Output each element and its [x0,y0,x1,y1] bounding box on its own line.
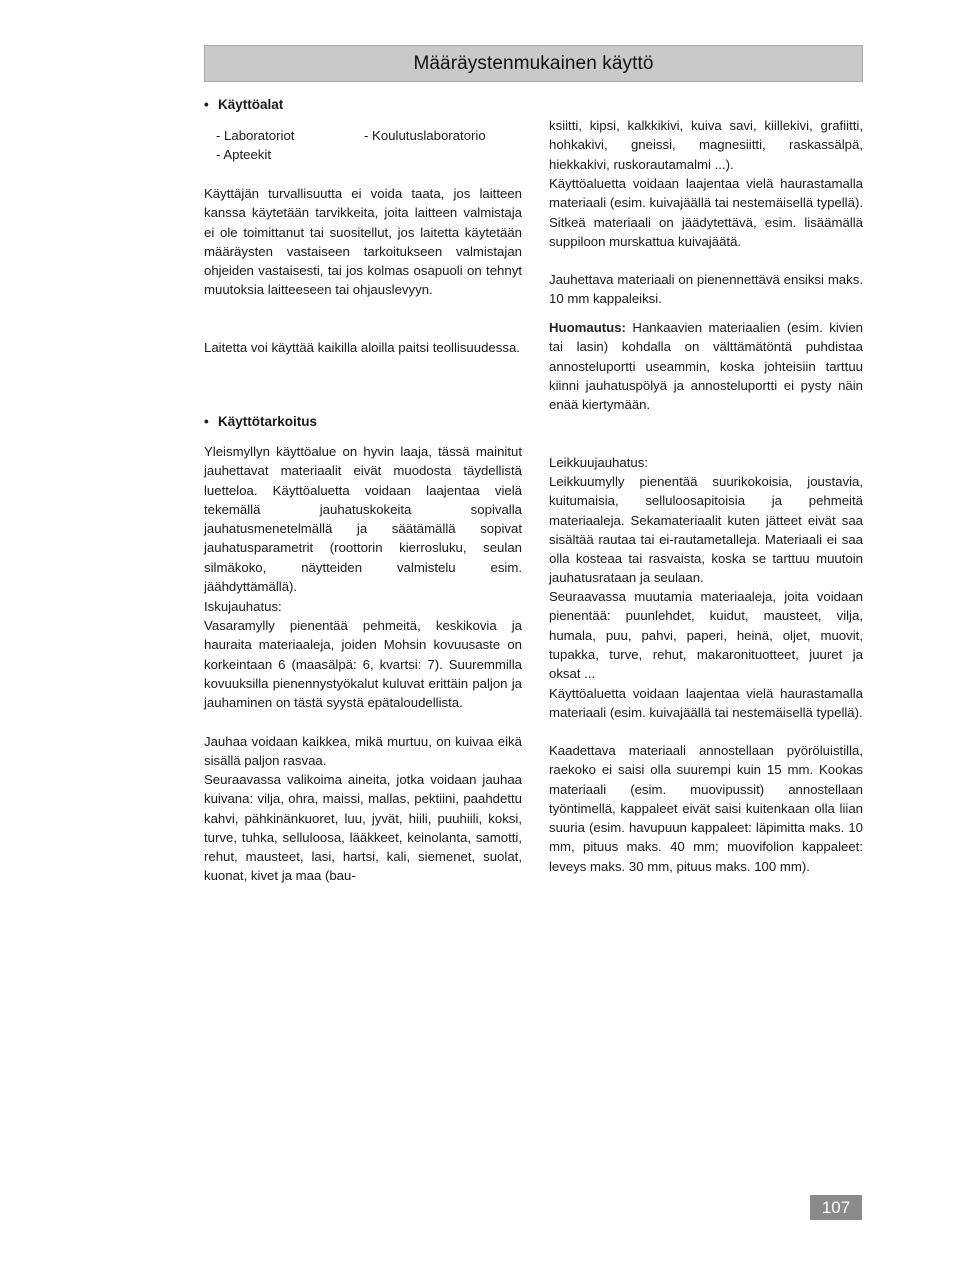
list-item: - Laboratoriot [216,128,295,143]
paragraph: Seuraavassa muutamia materiaaleja, joita voidaan pienentää: puunlehdet, kuidut, mausteet, vilja, humala, puu, pahvi, paperi, heinä, oljet, muovit, tupakka, turve, rehut, makaronituotteet, juuret ja oksat ... [549,589,863,682]
paragraph: Vasaramylly pienentää pehmeitä, keskikovia ja hauraita materiaaleja, joiden Mohsin kovuusaste on korkeintaan 6 (maasälpä: 6, kvartsi: 7). Suuremmilla kovuuksilla pienennystyökalut kuluvat erittäin paljon ja jauhaminen on tästä syystä epätaloudellista. [204,618,522,711]
subheading-iskujauhatus: Iskujauhatus: [204,599,282,614]
bullet-icon: • [204,414,209,429]
paragraph: Leikkuumylly pienentää suurikokoisia, joustavia, kuitumaisia, selluloosapitoisia ja pehmeitä materiaaleja. Sekamateriaalit kuten jätteet eivät saa sisältää rautaa tai ei-rautametalleja. Materiaali ei saa olla kosteaa tai rasvaista, koska se tarttuu muutoin jauhatusrataan ja seulaan. [549,474,863,586]
bullet-icon: • [204,97,209,112]
note-paragraph [549,318,863,414]
paragraph: Laitetta voi käyttää kaikilla aloilla paitsi teollisuudessa. [204,340,520,355]
subheading-leikkuujauhatus: Leikkuujauhatus: [549,455,648,470]
note-text: Hankaavien materiaalien (esim. kivien tai lasin) kohdalla on välttämätöntä puhdistaa annosteluportti useammin, koska johteisiin tarttuu kiinni jauhatuspölyä ja annosteluportti ei pysty näin enää kiertymään. [549,320,863,413]
paragraph: Yleismyllyn käyttöalue on hyvin laaja, tässä mainitut jauhettavat materiaalit eivät muodosta täydellistä luetteloa. Käyttöaluetta voidaan laajentaa vielä tekemällä jauhatuskokeita sopivalla jauhatusmenetelmällä ja säätämällä sopivat jauhatusparametrit (roottorin kierrosluku, seulan silmäkoko, näytteiden valmistelu esim. jäähdyttämällä). [204,444,522,595]
paragraph: Seuraavassa valikoima aineita, jotka voidaan jauhaa kuivana: vilja, ohra, maissi, mallas, pektiini, paahdettu kahvi, pähkinänkuoret, luu, jyvät, hiili, puuhiili, koksi, turve, tuhka, selluloosa, lääkkeet, keinolanta, samotti, rehut, mausteet, lasi, hartsi, kali, siemenet, suolat, kuonat, kivet ja maa (bau- [204,772,522,884]
list-item: - Apteekit [216,147,271,163]
paragraph: Käyttöaluetta voidaan laajentaa vielä haurastamalla materiaali (esim. kuivajäällä tai nestemäisellä typellä). [549,686,863,721]
usage-list [216,126,522,165]
note-label: Huomautus: [549,320,626,335]
paragraph: Käyttäjän turvallisuutta ei voida taata, jos laitteen kanssa käytetään tarvikkeita, joita laitteen valmistaja ei ole toimittanut tai suositellut, jos laitetta käytetään määräysten vastaiseen tarkoitukseen valmistajan ohjeiden vastaisesti, tai jos kolmas osapuoli on tehnyt muutoksia laitteeseen tai ohjauslevyyn. [204,186,522,298]
page-title: Määräystenmukainen käyttö [413,52,654,74]
section-heading-kayttoalat: • Käyttöalat [204,97,284,112]
paragraph: Kaadettava materiaali annostellaan pyöröluistilla, raekoko ei saisi olla suurempi kuin 15 mm. Kookas materiaali (esim. muovipussit) annostellaan työntimellä, kappaleet eivät saisi kuitenkaan olla liian suuria (esim. havupuun kappaleet: läpimitta maks. 10 mm, pituus maks. 40 mm; muovifolion kappaleet: leveys maks. 30 mm, pituus maks. 100 mm). [549,743,863,874]
paragraph: Käyttöaluetta voidaan laajentaa vielä haurastamalla materiaali (esim. kuivajäällä tai nestemäisellä typellä). Sitkeä materiaali on jäädytettävä, esim. lisäämällä suppiloon murskattua kuivajäätä. [549,176,863,249]
paragraph: Jauhettava materiaali on pienennettävä ensiksi maks. 10 mm kappaleiksi. [549,272,863,307]
list-item: - Koulutuslaboratorio [364,128,486,143]
paragraph: ksiitti, kipsi, kalkkikivi, kuiva savi, kiillekivi, grafiitti, hohkakivi, gneissi, magnesiitti, raskassälpä, hiekkakivi, ruskorautamalmi ...). [549,118,863,172]
page-number: 107 [810,1195,862,1220]
paragraph: Jauhaa voidaan kaikkea, mikä murtuu, on kuivaa eikä sisällä paljon rasvaa. [204,734,522,769]
section-heading-kayttotarkoitus: • Käyttötarkoitus [204,414,318,429]
page-header [204,45,863,82]
